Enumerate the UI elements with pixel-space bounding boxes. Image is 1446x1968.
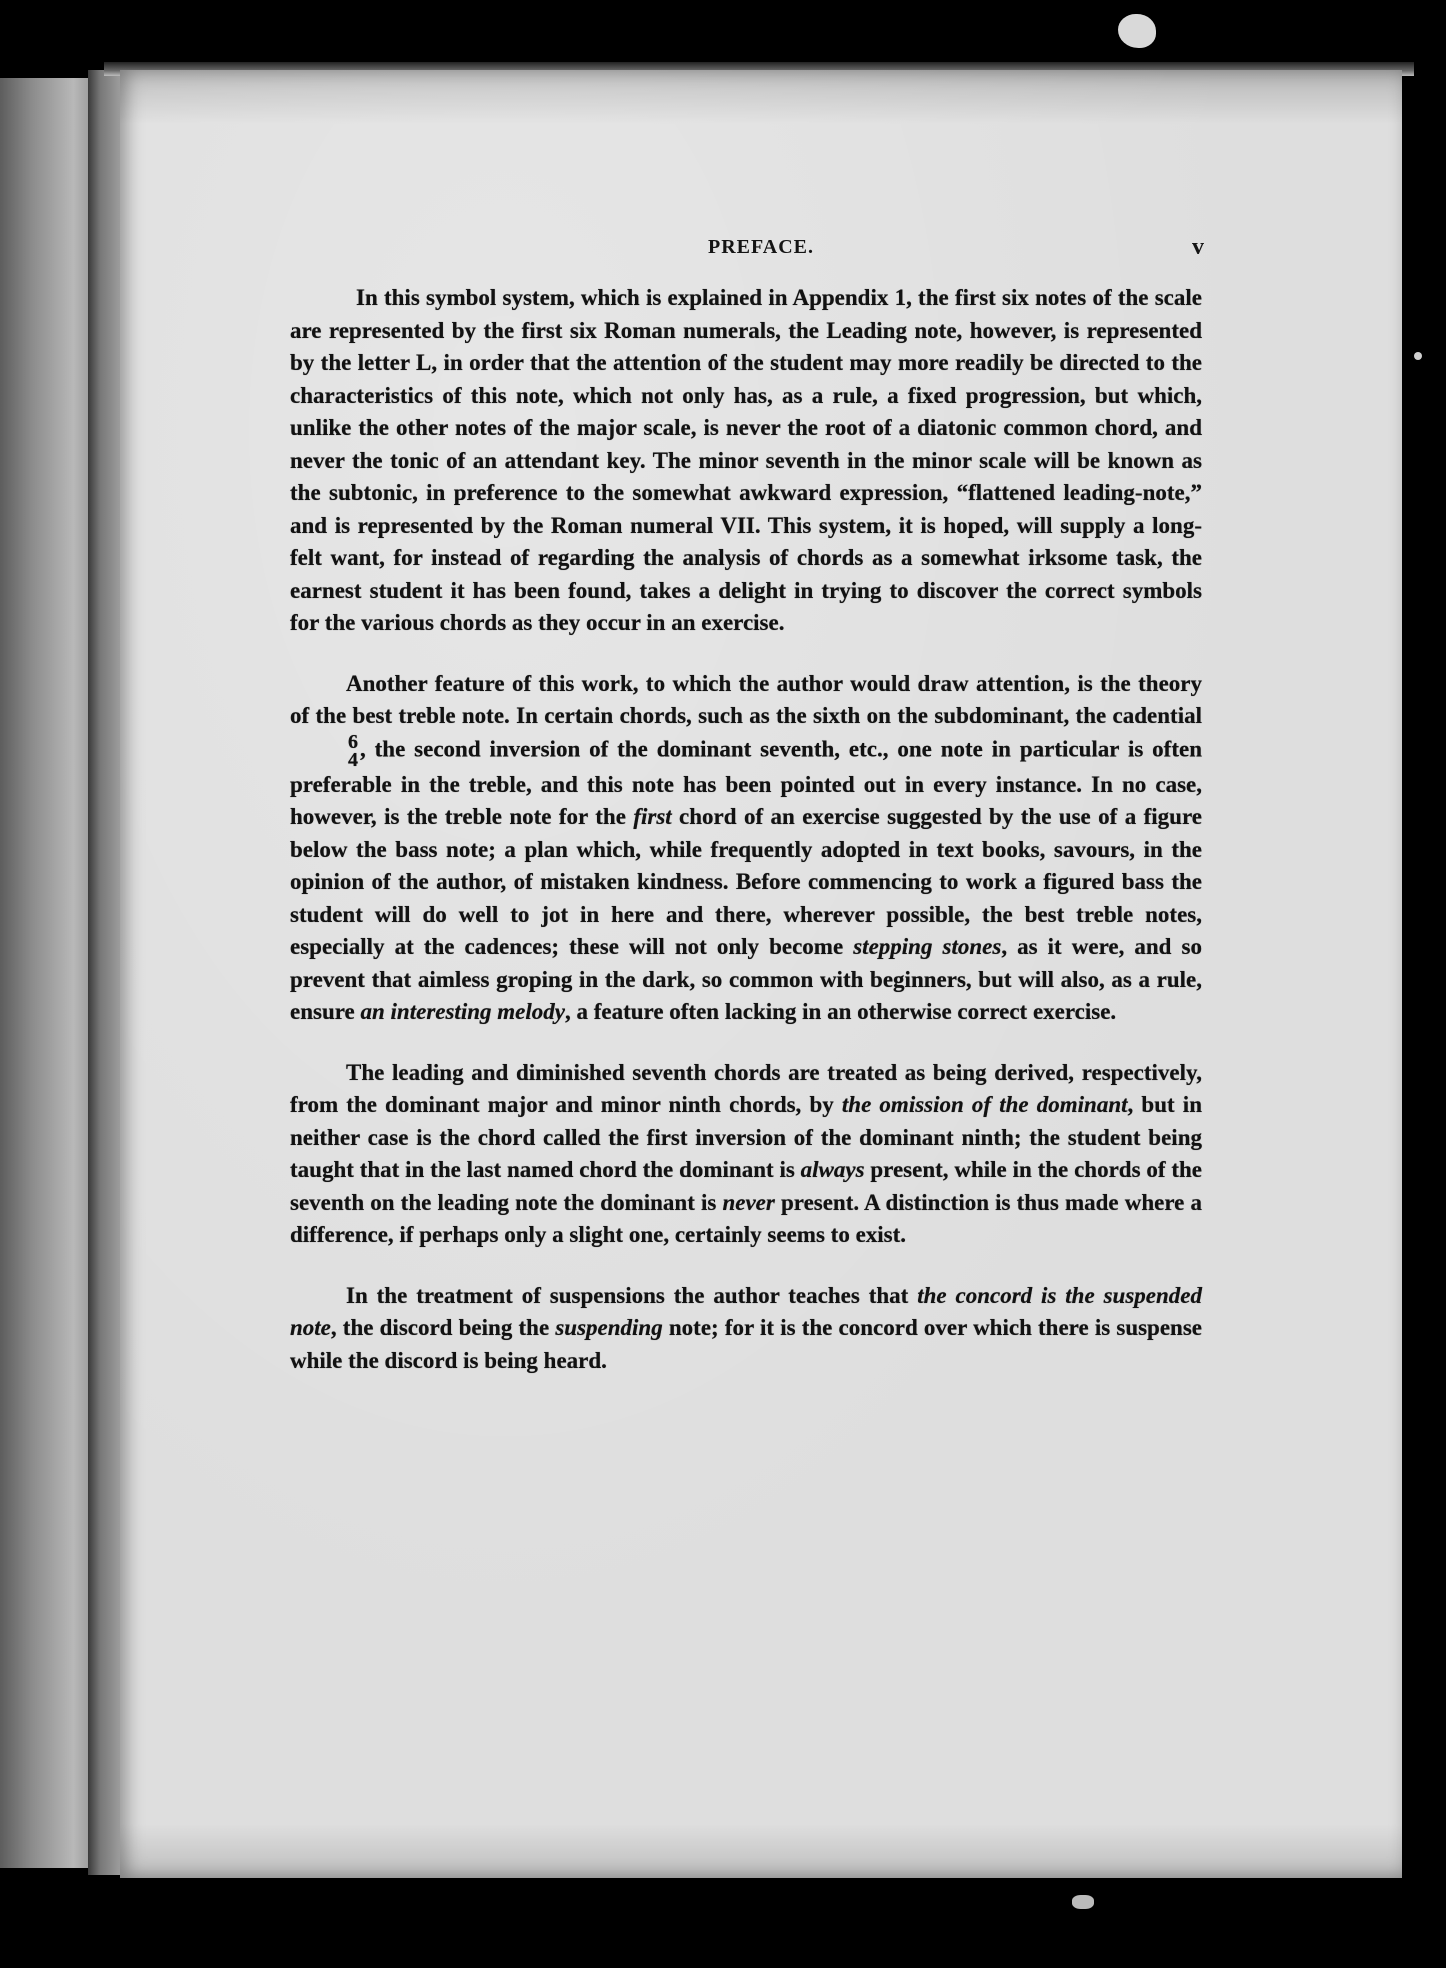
- paragraph-text: , the second inversion of the dominant seventh, etc., one note in particular is often preferable in the treble, and this note has been pointed out in every instance. In no case, however, is the treble note for the: [290, 735, 1202, 829]
- paragraph: [290, 1057, 1202, 1252]
- paragraph-text: In this symbol system, which is explained in Appendix 1, the first six notes of the scale are represented by the first six Roman numerals, the Leading note, however, is represented by the letter L, in order that the attention of the student may more readily be directed to the characteristics of this note, which not only has, as a rule, a fixed progression, but which, unlike the other notes of the major scale, is never the root of a diatonic common chord, and never the tonic of an attendant key. The minor seventh in the minor scale will be known as the subtonic, in preference to the somewhat awkward expression, “flattened leading-note,” and is represented by the Roman numeral VII. This system, it is hoped, will supply a long-felt want, for instead of regarding the analysis of chords as a somewhat irksome task, the earnest student it has been found, takes a delight in trying to discover the correct symbols for the various chords as they occur in an exercise.: [290, 285, 1202, 635]
- paragraph: [290, 1280, 1202, 1378]
- paragraph-text: present, while in the chords of the seventh on the leading note the dominant is: [290, 1157, 1203, 1215]
- figure-upper: 6: [348, 730, 358, 753]
- scan-blot: [1118, 14, 1156, 48]
- paragraph-text: The leading and diminished seventh chords are treated as being derived, respectively, from the dominant major and minor ninth chords, by: [290, 1059, 1202, 1117]
- paragraph-text: , as it were, and so prevent that aimless groping in the dark, so common with beginners, but will also, as a rule, ensure: [290, 934, 1202, 1024]
- paragraph-text: Another feature of this work, to which the author would draw attention, is the theory of the best treble note. In certain chords, such as the sixth on the subdominant, the cadential: [290, 670, 1202, 728]
- paragraph-text: chord of an exercise suggested by the use of a figure below the bass note; a plan which, while frequently adopted in text books, savours, in the opinion of the author, of mistaken kindness. Before commencing to work a figured bass the student will do well to jot in here and there, wherever possible, the best treble notes, especially at the cadences; these will not only become: [290, 804, 1202, 959]
- figure-lower: 4: [348, 748, 358, 771]
- figured-bass-figure: [292, 730, 358, 771]
- emphasized-text: the omission of the dominant: [841, 1092, 1128, 1117]
- paragraph: [290, 282, 1202, 640]
- emphasized-text: never: [722, 1189, 775, 1215]
- paragraph-text: note; for it is the concord over which there is suspense while the discord is being heard.: [290, 1315, 1203, 1373]
- preface-body: [290, 282, 1202, 1405]
- paragraph-text: , a feature often lacking in an otherwise correct exercise.: [564, 999, 1117, 1024]
- emphasized-text: the concord is the suspended note: [290, 1282, 1202, 1340]
- facing-page-edge: [0, 78, 92, 1868]
- page-header: [120, 234, 1402, 264]
- emphasized-text: first: [633, 804, 672, 829]
- emphasized-text: stepping stones: [853, 934, 1002, 959]
- scan-smudge: [1072, 1895, 1094, 1909]
- paragraph-text: In the treatment of suspensions the author teaches that: [346, 1282, 918, 1308]
- paragraph-text: , but in neither case is the chord called the first inversion of the dominant ninth; the student being taught that in the last named chord the dominant is: [290, 1092, 1202, 1182]
- emphasized-text: suspending: [555, 1315, 663, 1340]
- paragraph: [290, 668, 1202, 1029]
- paragraph-text: , the discord being the: [330, 1315, 556, 1340]
- emphasized-text: an interesting melody: [360, 999, 565, 1024]
- page-number: v: [1192, 234, 1204, 260]
- emphasized-text: always: [800, 1157, 865, 1182]
- paragraph-text: present. A distinction is thus made where a difference, if perhaps only a slight one, certainly seems to exist.: [290, 1189, 1202, 1247]
- scan-dust-mark: [1414, 352, 1422, 360]
- running-title: PREFACE.: [708, 236, 814, 258]
